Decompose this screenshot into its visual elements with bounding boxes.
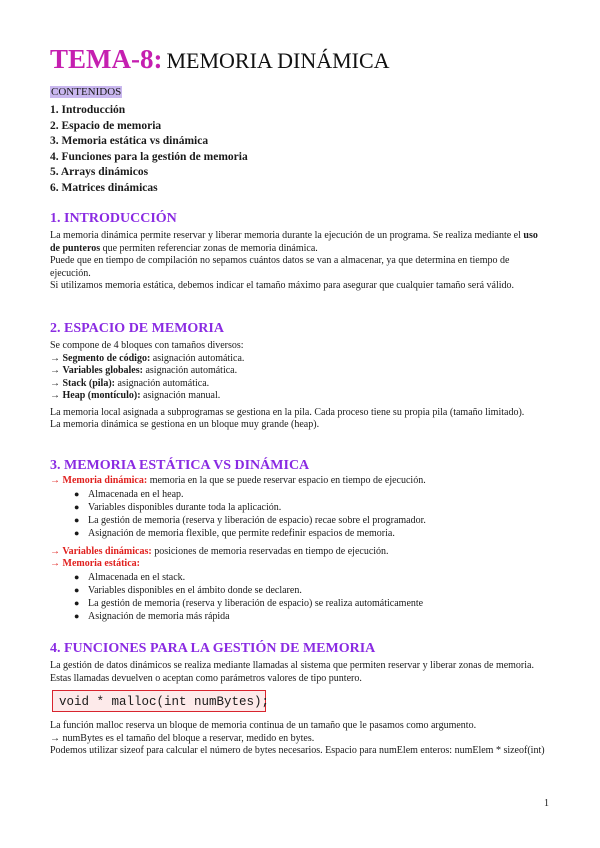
toc-item: 6. Matrices dinámicas	[50, 181, 158, 194]
text: posiciones de memoria reservadas en tiempo de ejecución.	[151, 545, 389, 557]
paragraph: La memoria dinámica se gestiona en un bloque muy grande (heap).	[50, 419, 320, 430]
arrow-icon: →	[50, 365, 60, 376]
arrow-icon: →	[50, 377, 60, 389]
section-body-estatica-vs-dinamica	[50, 475, 550, 623]
list-item	[50, 597, 550, 610]
paragraph: La función malloc reserva un bloque de memoria continua de un tamaño que le pasamos como argumento.	[50, 720, 477, 731]
toc-item: 4. Funciones para la gestión de memoria	[50, 150, 248, 163]
bullet-icon: ●	[74, 610, 80, 621]
text: Almacenada en el stack.	[88, 571, 186, 583]
bullet-list-dinamica	[50, 488, 550, 540]
list-item	[50, 501, 550, 514]
section-body-funciones-intro	[50, 660, 550, 685]
toc-item: 3. Memoria estática vs dinámica	[50, 135, 209, 147]
bold-text: Segmento de código:	[62, 352, 151, 364]
bold-text: uso de punteros	[50, 230, 538, 254]
page-title	[50, 44, 390, 75]
list-item	[50, 527, 550, 540]
bullet-icon: ●	[74, 584, 80, 595]
term-red: → Memoria dinámica:	[50, 475, 148, 486]
text: La gestión de memoria (reserva y liberación de espacio) se realiza automáticamente	[88, 597, 424, 609]
toc-item: 5. Arrays dinámicos	[50, 166, 149, 178]
bullet-icon: ●	[74, 501, 80, 512]
text: Variables disponibles durante toda la aplicación.	[88, 501, 282, 513]
list-item	[50, 514, 550, 527]
toc-item: 2. Espacio de memoria	[50, 119, 162, 132]
arrow-icon: →	[50, 352, 60, 364]
list-item	[50, 571, 550, 584]
title-prefix: TEMA-8:	[50, 44, 163, 74]
text: asignación automática.	[150, 352, 245, 364]
paragraph: Puede que en tiempo de compilación no sepamos cuántos datos se van a almacenar, ya que determina en tiempo de ejecución.	[50, 255, 510, 279]
bullet-icon: ●	[74, 514, 80, 525]
block-item	[50, 378, 550, 391]
section-body-funciones	[50, 720, 550, 758]
text: asignación manual.	[140, 390, 221, 401]
bold-text: Variables globales:	[62, 365, 143, 376]
block-item	[50, 390, 550, 403]
block-item	[50, 365, 550, 378]
contents-label: CONTENIDOS	[51, 86, 122, 98]
term-red: → Variables dinámicas:	[50, 545, 152, 557]
paragraph: Se compone de 4 bloques con tamaños diversos:	[50, 340, 244, 351]
bold-text: Stack (pila):	[62, 377, 115, 389]
section-heading-espacio: 2. ESPACIO DE MEMORIA	[50, 321, 224, 336]
page-number: 1	[544, 798, 549, 809]
text: Asignación de memoria flexible, que permite redefinir espacios de memoria.	[88, 527, 395, 539]
block-item	[50, 353, 550, 366]
text: asignación automática.	[115, 377, 210, 389]
text: asignación automática.	[142, 365, 238, 376]
toc-item: 1. Introducción	[50, 104, 126, 116]
definition-line	[50, 558, 550, 571]
section-heading-estatica-vs-dinamica: 3. MEMORIA ESTÁTICA VS DINÁMICA	[50, 458, 310, 473]
text: La gestión de memoria (reserva y liberación de espacio) recae sobre el programador.	[88, 514, 426, 526]
paragraph: Podemos utilizar sizeof para calcular el número de bytes necesarios. Espacio para numElem enteros: numElem * sizeof(int)	[50, 745, 545, 756]
bullet-icon: ●	[74, 527, 80, 538]
text: memoria en la que se puede reservar espacio en tiempo de ejecución.	[147, 475, 426, 486]
text: que permiten referenciar zonas de memoria dinámica.	[100, 242, 318, 254]
text: Asignación de memoria más rápida	[88, 610, 230, 622]
text: La memoria dinámica permite reservar y liberar memoria durante la ejecución de un programa. Se realiza mediante el	[50, 230, 524, 241]
paragraph: → numBytes es el tamaño del bloque a reservar, medido en bytes.	[50, 732, 315, 744]
bullet-icon: ●	[74, 571, 80, 582]
text: Variables disponibles en el ámbito donde se declaren.	[88, 584, 302, 596]
section-heading-funciones: 4. FUNCIONES PARA LA GESTIÓN DE MEMORIA	[50, 641, 376, 656]
section-heading-introduccion: 1. INTRODUCCIÓN	[50, 211, 177, 226]
list-item	[50, 610, 550, 623]
code-block: void * malloc(int numBytes);	[52, 690, 266, 712]
definition-line	[50, 475, 550, 488]
section-body-espacio	[50, 340, 550, 432]
text: Almacenada en el heap.	[88, 488, 184, 500]
paragraph: La memoria local asignada a subprogramas se gestiona en la pila. Cada proceso tiene su propia pila (tamaño limitado).	[50, 406, 525, 418]
bold-text: Heap (montículo):	[62, 390, 141, 401]
bullet-icon: ●	[74, 488, 80, 499]
definition-line	[50, 546, 550, 559]
bullet-icon: ●	[74, 597, 80, 608]
paragraph: Si utilizamos memoria estática, debemos indicar el tamaño máximo para asegurar que cualquier tamaño será válido.	[50, 280, 514, 291]
term-red: → Memoria estática:	[50, 558, 140, 569]
list-item	[50, 584, 550, 597]
paragraph: La gestión de datos dinámicos se realiza mediante llamadas al sistema que permiten reservar y liberar zonas de memoria. Estas llamadas devuelven o aceptan como parámetros valores de tipo puntero.	[50, 660, 534, 684]
arrow-icon: →	[50, 390, 60, 401]
title-main: MEMORIA DINÁMICA	[166, 48, 390, 73]
paragraph	[50, 230, 550, 255]
bullet-list-estatica	[50, 571, 550, 623]
list-item	[50, 488, 550, 501]
table-of-contents	[50, 103, 248, 196]
section-body-introduccion	[50, 230, 550, 293]
